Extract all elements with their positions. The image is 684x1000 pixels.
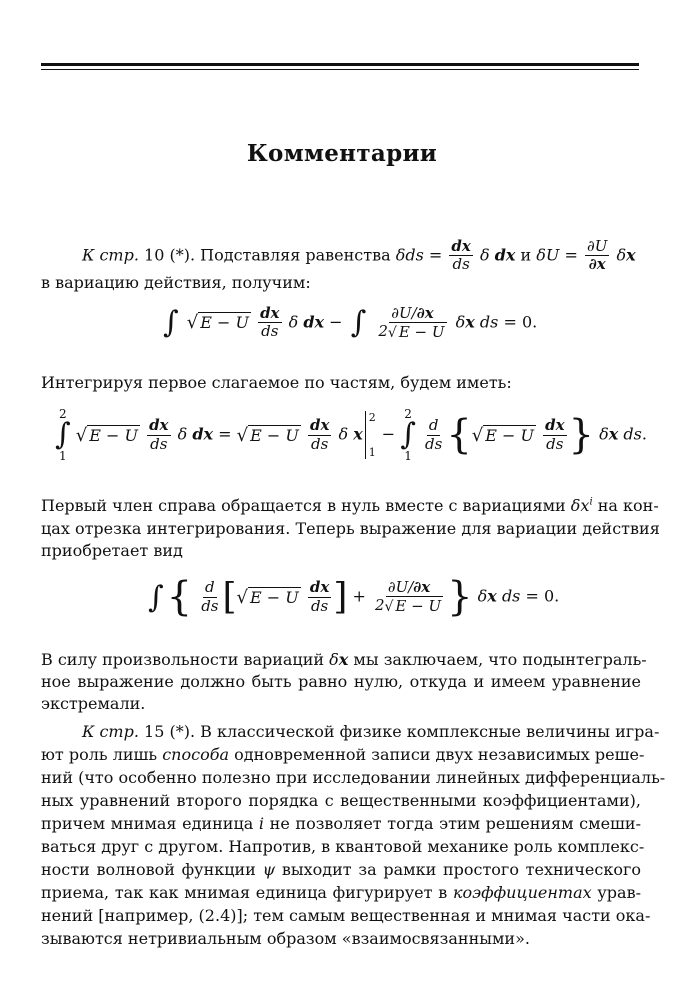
paragraph-4-line-3: экстремали. — [41, 694, 146, 713]
header-rule-thin — [41, 69, 639, 70]
paragraph-5-line-1: К стр. 15 (*). В классической физике комплексные величины игра- — [82, 722, 660, 741]
formula-delta-ds: δds — [395, 245, 424, 265]
paragraph-5-line-2: ют роль лишь способа одновременной записи двух независимых реше- — [41, 745, 645, 764]
fraction-dx-ds: $\frac{dx}{ds}$ — [451, 237, 471, 274]
paragraph-1-line-2: в вариацию действия, получим: — [41, 273, 311, 292]
paragraph-5-line-6: ваться друг с другом. Напротив, в квантовой механике роль комплекс- — [41, 837, 645, 856]
paragraph-5-line-9: нений [например, (2.4)]; тем самым вещественная и мнимая части ока- — [41, 906, 651, 925]
header-rule-thick — [41, 63, 639, 66]
fraction-dU-dx: $\frac{\partial U}{\partial x}$ — [586, 237, 608, 274]
page-reference: К стр. — [82, 245, 139, 265]
paragraph-5-line-3: ний (что особенно полезно при исследовании линейных дифференциаль- — [41, 768, 666, 787]
paragraph-5-line-8: приема, так как мнимая единица фигурирует в коэффициентах урав- — [41, 883, 641, 902]
paragraph-3-line-3: приобретает вид — [41, 541, 183, 560]
paragraph-5-line-4: ных уравнений второго порядка с вещественными коэффициентами), — [41, 791, 641, 810]
paragraph-4-line-1: В силу произвольности вариаций δx мы заключаем, что подынтеграль- — [41, 650, 647, 669]
page-title: Комментарии — [246, 140, 438, 167]
paragraph-4-line-2: ное выражение должно быть равно нулю, откуда и имеем уравнение — [41, 672, 641, 691]
equation-integration-by-parts: 2 ∫ 1 √ E − U $\frac{dx}{ds}$ δ dx = √ E − U $\frac{dx}{ds}$ δ x 2 1 − 2 ∫ 1 $\frac{d}{ds}$ {√ E − U $\frac{dx}{ds}$ } δx ds. — [55, 407, 647, 463]
equation-extremal: ∫{ $\frac{d}{ds}$ [√ E − U $\frac{dx}{ds}$ ] + $\frac{\partial U/\partial x}{2√ E - U}$ } δx ds = 0. — [148, 574, 560, 620]
equation-variation-action: ∫ √ E − U $\frac{dx}{ds}$ δ dx − ∫ $\frac{\partial U/\partial x}{2√ E - U}$ δx ds = 0. — [163, 304, 538, 341]
paragraph-3-line-2: цах отрезка интегрирования. Теперь выражение для вариации действия — [41, 519, 660, 538]
page-reference: К стр. — [82, 722, 139, 741]
paragraph-5-line-5: причем мнимая единица i не позволяет тогда этим решениям смеши- — [41, 814, 642, 833]
paragraph-2: Интегрируя первое слагаемое по частям, будем иметь: — [41, 373, 512, 392]
paragraph-3-line-1: Первый член справа обращается в нуль вместе с вариациями $\delta x^i$ на кон- — [41, 496, 659, 515]
formula-delta-xi: $\delta x^i$ — [570, 496, 593, 515]
paragraph-5-line-7: ности волновой функции ψ выходит за рамки простого технического — [41, 860, 641, 879]
paragraph-1-line-1: К стр. 10 (*). Подставляя равенства δds = $\frac{dx}{ds}$ δ dx и δU = $\frac{\partial U}{\partial x}$ δx — [82, 237, 636, 274]
paragraph-5-line-10: зываются нетривиальным образом «взаимосвязанными». — [41, 929, 530, 948]
